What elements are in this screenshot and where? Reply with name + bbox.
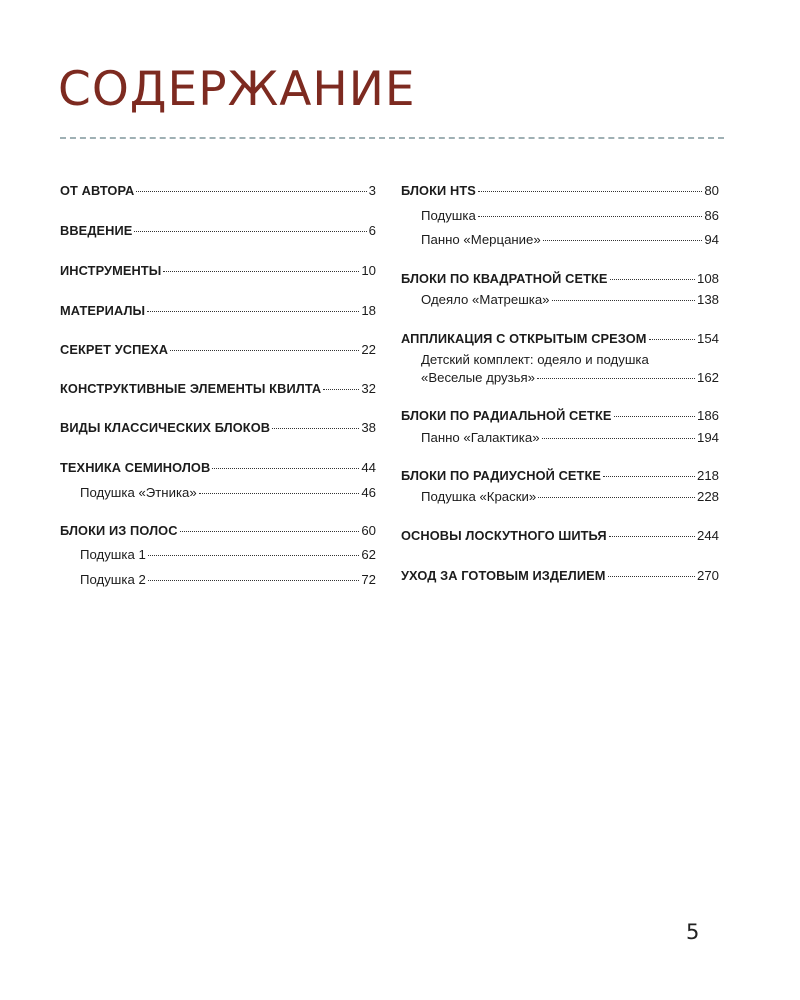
toc-entry-label: ВВЕДЕНИЕ	[60, 223, 133, 238]
toc-entry-label: АППЛИКАЦИЯ С ОТКРЫТЫМ СРЕЗОМ	[401, 331, 647, 346]
dot-leader	[170, 350, 359, 351]
dot-leader	[136, 191, 366, 192]
dashed-divider	[60, 137, 724, 139]
dot-leader	[147, 311, 359, 312]
dot-leader	[134, 231, 366, 232]
toc-entry-page: 270	[696, 568, 719, 583]
toc-entry-page: 186	[696, 408, 719, 423]
toc-entry-label: МАТЕРИАЛЫ	[60, 303, 146, 318]
dot-leader	[323, 389, 359, 390]
toc-subentry[interactable]	[80, 546, 376, 564]
toc-entry-page: 228	[696, 489, 719, 504]
toc-entry[interactable]	[60, 262, 376, 280]
dot-leader	[609, 536, 695, 537]
toc-entry-page: 80	[704, 183, 719, 198]
toc-entry-label: ТЕХНИКА СЕМИНОЛОВ	[60, 460, 211, 475]
toc-entry-label: БЛОКИ ПО КВАДРАТНОЙ СЕТКЕ	[401, 271, 608, 286]
toc-entry[interactable]	[401, 407, 719, 425]
toc-entry[interactable]	[401, 467, 719, 485]
toc-subentry[interactable]	[80, 484, 376, 502]
toc-subentry[interactable]	[421, 488, 719, 506]
page-number: 5	[686, 920, 700, 944]
toc-entry-label: Подушка 1	[80, 547, 146, 562]
toc-entry-page: 72	[361, 572, 376, 587]
toc-entry-label-line2: «Веселые друзья»	[421, 370, 535, 385]
toc-entry-page: 154	[696, 331, 719, 346]
toc-entry-label: Панно «Галактика»	[421, 430, 540, 445]
toc-entry-label: Одеяло «Матрешка»	[421, 292, 550, 307]
toc-entry-page: 46	[361, 485, 376, 500]
toc-subentry[interactable]	[421, 351, 719, 387]
dot-leader	[180, 531, 360, 532]
toc-entry[interactable]	[401, 182, 719, 200]
dot-leader	[537, 378, 695, 379]
toc-entry-page: 44	[361, 460, 376, 475]
toc-entry-page: 6	[368, 223, 376, 238]
toc-entry-page: 108	[696, 271, 719, 286]
dot-leader	[199, 493, 360, 494]
toc-entry[interactable]	[401, 527, 719, 545]
toc-entry-label: БЛОКИ ПО РАДИАЛЬНОЙ СЕТКЕ	[401, 408, 612, 423]
toc-entry-page: 32	[361, 381, 376, 396]
toc-entry[interactable]	[60, 302, 376, 320]
dot-leader	[610, 279, 695, 280]
dot-leader	[478, 216, 703, 217]
page-title: СОДЕРЖАНИЕ	[58, 62, 416, 117]
toc-entry[interactable]	[60, 459, 376, 477]
toc-entry-page: 38	[361, 420, 376, 435]
toc-entry-label: Подушка 2	[80, 572, 146, 587]
toc-subentry[interactable]	[421, 429, 719, 447]
dot-leader	[614, 416, 695, 417]
toc-entry-label-line1: Детский комплект: одеяло и подушка	[421, 352, 649, 367]
toc-entry-label: Подушка	[421, 208, 476, 223]
toc-entry-label: БЛОКИ HTS	[401, 183, 476, 198]
toc-subentry[interactable]	[421, 207, 719, 225]
dot-leader	[542, 438, 695, 439]
toc-entry-page: 18	[361, 303, 376, 318]
toc-entry-lastline	[421, 369, 719, 387]
dot-leader	[148, 580, 360, 581]
dot-leader	[163, 271, 359, 272]
toc-entry-page: 244	[696, 528, 719, 543]
toc-entry[interactable]	[60, 419, 376, 437]
toc-entry-label: Панно «Мерцание»	[421, 232, 541, 247]
toc-entry[interactable]	[401, 270, 719, 288]
toc-subentry[interactable]	[80, 571, 376, 589]
toc-entry[interactable]	[60, 222, 376, 240]
toc-entry[interactable]	[401, 330, 719, 348]
toc-entry-label: Подушка «Этника»	[80, 485, 197, 500]
toc-entry-label: Подушка «Краски»	[421, 489, 537, 504]
toc-entry-label: ОТ АВТОРА	[60, 183, 135, 198]
toc-entry[interactable]	[60, 182, 376, 200]
toc-entry-label: УХОД ЗА ГОТОВЫМ ИЗДЕЛИЕМ	[401, 568, 606, 583]
toc-subentry[interactable]	[421, 291, 719, 309]
toc-subentry[interactable]	[421, 231, 719, 249]
dot-leader	[552, 300, 695, 301]
toc-entry-page: 60	[361, 523, 376, 538]
toc-entry[interactable]	[401, 567, 719, 585]
dot-leader	[538, 497, 695, 498]
toc-entry-label: ОСНОВЫ ЛОСКУТНОГО ШИТЬЯ	[401, 528, 607, 543]
dot-leader	[608, 576, 695, 577]
toc-entry[interactable]	[60, 341, 376, 359]
dot-leader	[148, 555, 360, 556]
toc-entry-page: 218	[696, 468, 719, 483]
toc-entry-page: 10	[361, 263, 376, 278]
toc-entry-label: БЛОКИ ИЗ ПОЛОС	[60, 523, 178, 538]
toc-entry-page: 22	[361, 342, 376, 357]
toc-entry-page: 62	[361, 547, 376, 562]
toc-entry-page: 138	[696, 292, 719, 307]
toc-entry-page: 94	[704, 232, 719, 247]
toc-entry-label: БЛОКИ ПО РАДИУСНОЙ СЕТКЕ	[401, 468, 602, 483]
dot-leader	[478, 191, 702, 192]
dot-leader	[649, 339, 695, 340]
toc-entry-label: ВИДЫ КЛАССИЧЕСКИХ БЛОКОВ	[60, 420, 271, 435]
toc-entry-page: 194	[696, 430, 719, 445]
toc-entry-label: ИНСТРУМЕНТЫ	[60, 263, 162, 278]
toc-entry-page: 86	[704, 208, 719, 223]
dot-leader	[603, 476, 695, 477]
toc-entry-label: СЕКРЕТ УСПЕХА	[60, 342, 169, 357]
dot-leader	[272, 428, 359, 429]
dot-leader	[212, 468, 359, 469]
dot-leader	[543, 240, 703, 241]
toc-entry[interactable]	[60, 380, 376, 398]
toc-entry-label: КОНСТРУКТИВНЫЕ ЭЛЕМЕНТЫ КВИЛТА	[60, 381, 322, 396]
toc-entry[interactable]	[60, 522, 376, 540]
toc-entry-page: 162	[696, 370, 719, 385]
toc-entry-page: 3	[368, 183, 376, 198]
